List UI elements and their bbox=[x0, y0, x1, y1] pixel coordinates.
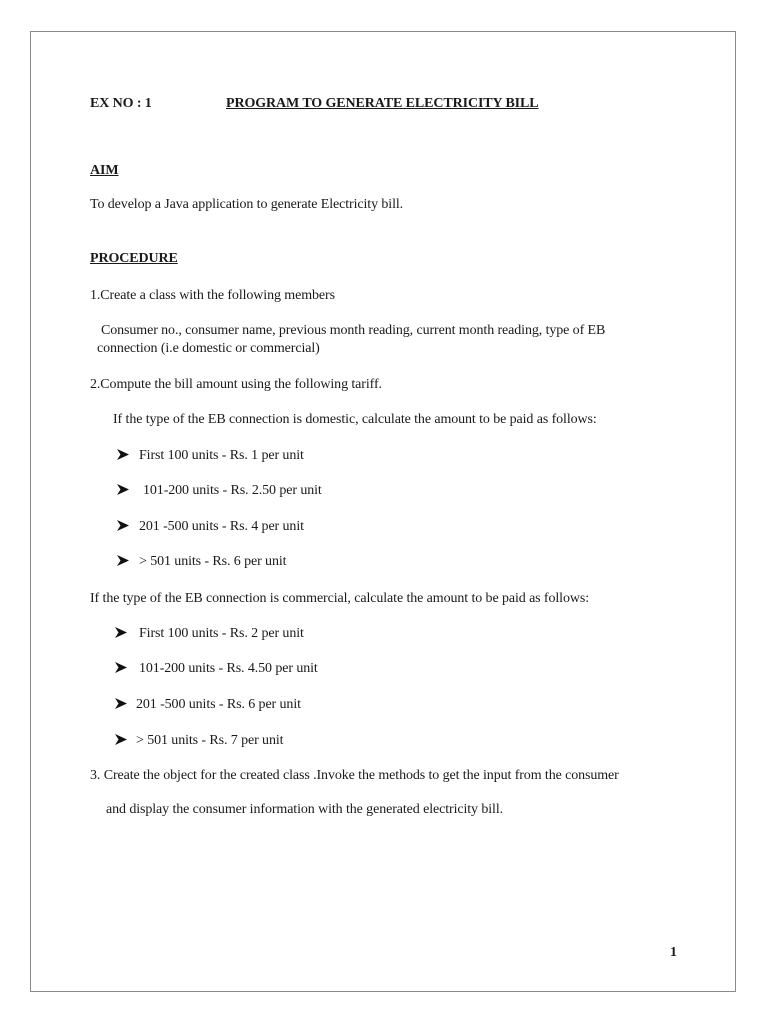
document-title: PROGRAM TO GENERATE ELECTRICITY BILL bbox=[226, 96, 539, 111]
procedure-step-3-line-1: 3. Create the object for the created class .Invoke the methods to get the input from the consumer bbox=[90, 768, 619, 783]
domestic-tariff-item: 201 -500 units - Rs. 4 per unit bbox=[139, 519, 304, 534]
procedure-step-3-line-2: and display the consumer information with the generated electricity bill. bbox=[106, 802, 504, 817]
procedure-step-1-detail-line-2: connection (i.e domestic or commercial) bbox=[97, 341, 320, 356]
commercial-intro: If the type of the EB connection is commercial, calculate the amount to be paid as follows: bbox=[90, 591, 590, 606]
domestic-intro: If the type of the EB connection is domestic, calculate the amount to be paid as follows: bbox=[113, 412, 597, 427]
procedure-heading: PROCEDURE bbox=[90, 251, 178, 266]
bullet-arrow-icon bbox=[117, 555, 129, 566]
procedure-step-2: 2.Compute the bill amount using the following tariff. bbox=[90, 377, 382, 392]
commercial-tariff-item: > 501 units - Rs. 7 per unit bbox=[136, 733, 284, 748]
commercial-tariff-item: First 100 units - Rs. 2 per unit bbox=[139, 626, 304, 641]
procedure-step-1-detail-line-1: Consumer no., consumer name, previous month reading, current month reading, type of EB bbox=[101, 323, 606, 338]
exercise-number: EX NO : 1 bbox=[90, 96, 152, 111]
aim-heading: AIM bbox=[90, 163, 119, 178]
bullet-arrow-icon bbox=[115, 627, 127, 638]
page-number: 1 bbox=[670, 945, 677, 960]
procedure-step-1: 1.Create a class with the following members bbox=[90, 288, 335, 303]
commercial-tariff-item: 101-200 units - Rs. 4.50 per unit bbox=[139, 661, 318, 676]
bullet-arrow-icon bbox=[115, 734, 127, 745]
page-frame bbox=[30, 31, 736, 992]
domestic-tariff-item: > 501 units - Rs. 6 per unit bbox=[139, 554, 287, 569]
bullet-arrow-icon bbox=[117, 449, 129, 460]
aim-text: To develop a Java application to generate Electricity bill. bbox=[90, 197, 404, 212]
bullet-arrow-icon bbox=[117, 484, 129, 495]
domestic-tariff-item: 101-200 units - Rs. 2.50 per unit bbox=[143, 483, 322, 498]
commercial-tariff-item: 201 -500 units - Rs. 6 per unit bbox=[136, 697, 301, 712]
bullet-arrow-icon bbox=[117, 520, 129, 531]
domestic-tariff-item: First 100 units - Rs. 1 per unit bbox=[139, 448, 304, 463]
bullet-arrow-icon bbox=[115, 698, 127, 709]
bullet-arrow-icon bbox=[115, 662, 127, 673]
